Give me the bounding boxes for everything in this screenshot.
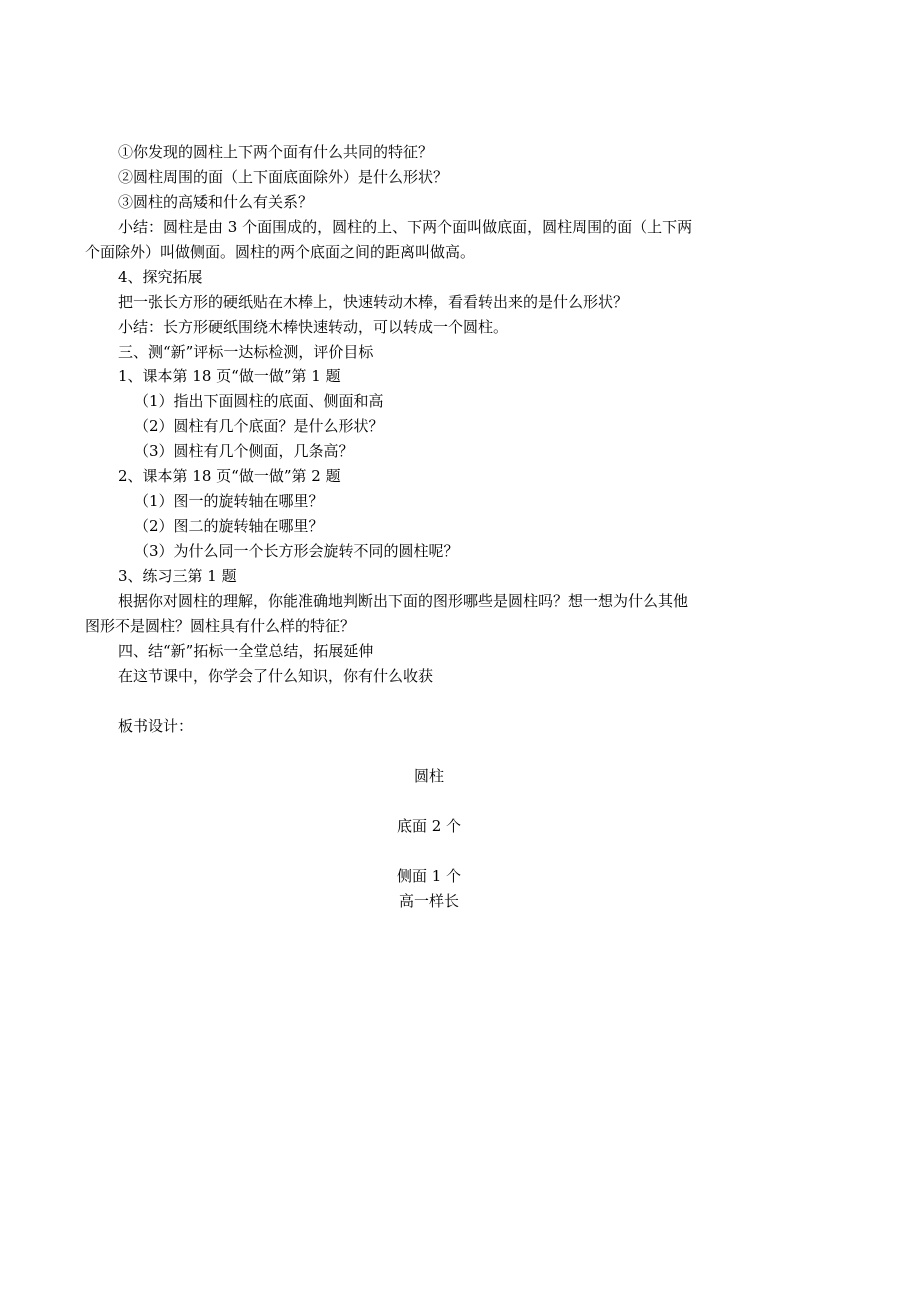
exercise-2-item-3: （3）为什么同一个长方形会旋转不同的圆柱呢？	[134, 542, 459, 560]
summary-1-line-2: 个面除外）叫做侧面。圆柱的两个底面之间的距离叫做高。	[85, 243, 476, 261]
section-3-heading: 三、测“新”评标一达标检测，评价目标	[118, 343, 374, 361]
board-bases: 底面 2 个	[396, 817, 462, 835]
board-height: 高一样长	[398, 892, 459, 910]
board-design-label: 板书设计：	[118, 717, 194, 735]
section-4-summary-heading: 四、结“新”拓标一全堂总结，拓展延伸	[118, 642, 374, 660]
exercise-3-text-line-1: 根据你对圆柱的理解，你能准确地判断出下面的图形哪些是圆柱吗？想一想为什么其他	[118, 592, 689, 610]
section-4-heading: 4、探究拓展	[118, 268, 203, 286]
summary-2: 小结：长方形硬纸围绕木棒快速转动，可以转成一个圆柱。	[118, 318, 509, 336]
closing-question: 在这节课中，你学会了什么知识，你有什么收获	[118, 667, 434, 685]
board-side: 侧面 1 个	[396, 867, 462, 885]
question-1: ①你发现的圆柱上下两个面有什么共同的特征？	[118, 143, 434, 161]
question-2: ②圆柱周围的面（上下面底面除外）是什么形状？	[118, 168, 449, 186]
exercise-2-item-1: （1）图一的旋转轴在哪里？	[134, 492, 324, 510]
question-3: ③圆柱的高矮和什么有关系？	[118, 193, 314, 211]
exercise-2-heading: 2、课本第 18 页“做一做”第 2 题	[118, 467, 341, 485]
exploration-text: 把一张长方形的硬纸贴在木棒上，快速转动木棒，看看转出来的是什么形状？	[118, 293, 629, 311]
board-title: 圆柱	[413, 767, 444, 785]
exercise-2-item-2: （2）图二的旋转轴在哪里？	[134, 517, 324, 535]
exercise-3-text-line-2: 图形不是圆柱？圆柱具有什么样的特征？	[85, 617, 356, 635]
exercise-1-item-3: （3）圆柱有几个侧面，几条高？	[134, 442, 354, 460]
exercise-3-heading: 3、练习三第 1 题	[118, 567, 237, 585]
exercise-1-item-2: （2）圆柱有几个底面？是什么形状？	[134, 417, 384, 435]
exercise-1-item-1: （1）指出下面圆柱的底面、侧面和高	[134, 392, 384, 410]
summary-1-line-1: 小结：圆柱是由 3 个面围成的，圆柱的上、下两个面叫做底面，圆柱周围的面（上下两	[118, 218, 693, 236]
exercise-1-heading: 1、课本第 18 页“做一做”第 1 题	[118, 367, 341, 385]
